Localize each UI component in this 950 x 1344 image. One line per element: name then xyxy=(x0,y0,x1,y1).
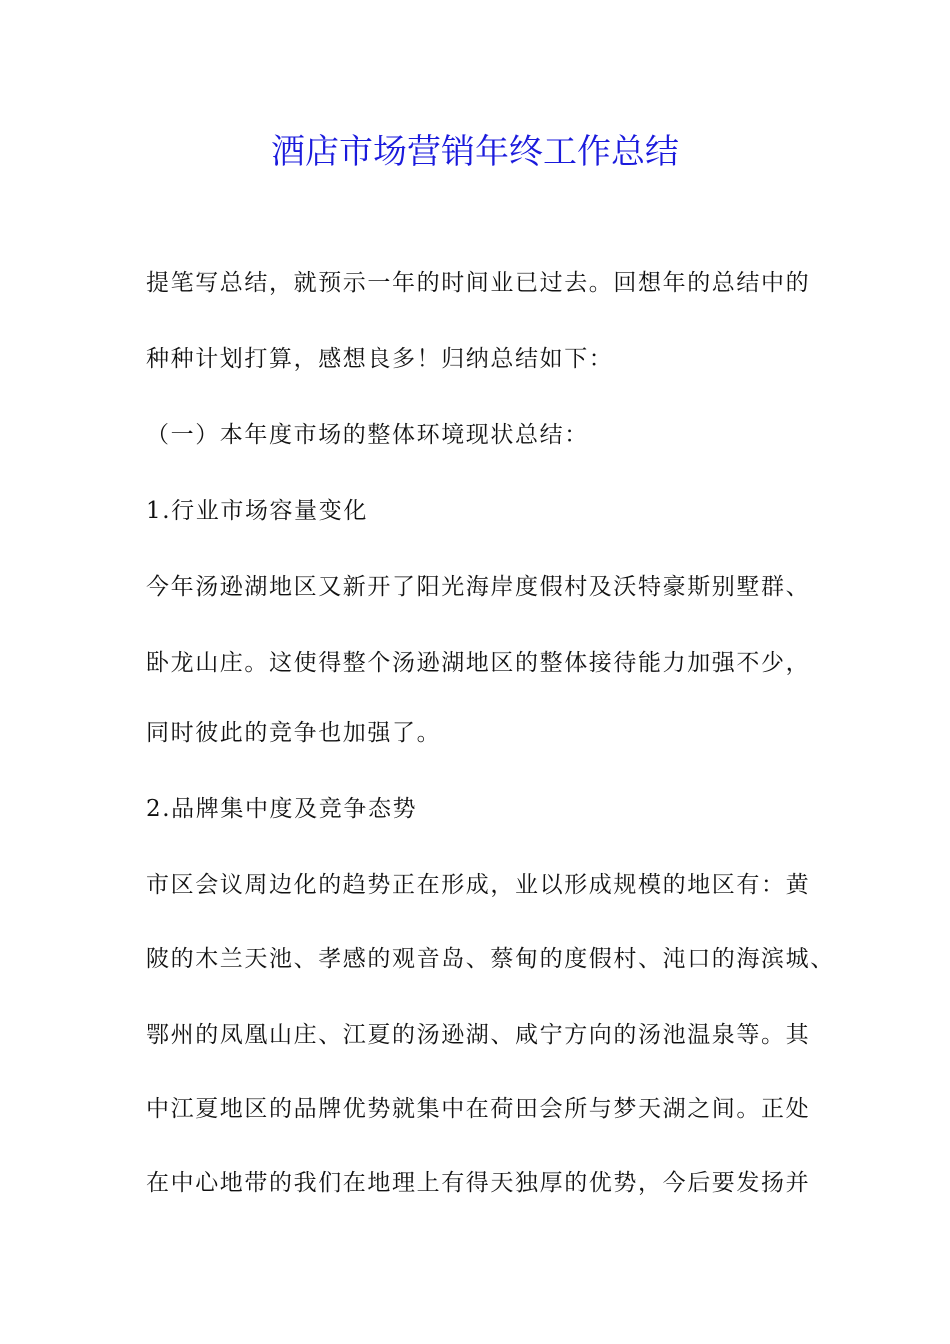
section-heading: （一）本年度市场的整体环境现状总结： xyxy=(146,422,589,448)
paragraph-line: 今年汤逊湖地区又新开了阳光海岸度假村及沃特豪斯别墅群、 xyxy=(146,574,811,600)
paragraph-line: 卧龙山庄。这使得整个汤逊湖地区的整体接待能力加强不少， xyxy=(146,650,811,676)
paragraph-line: 种种计划打算，感想良多！归纳总结如下： xyxy=(146,346,614,372)
document-title: 酒店市场营销年终工作总结 xyxy=(271,132,679,172)
paragraph-line: 市区会议周边化的趋势正在形成，业以形成规模的地区有：黄 xyxy=(146,872,811,898)
paragraph-line: 陂的木兰天池、孝感的观音岛、蔡甸的度假村、沌口的海滨城、 xyxy=(146,946,835,972)
subsection-heading: 1.行业市场容量变化 xyxy=(146,498,368,524)
paragraph-line: 提笔写总结，就预示一年的时间业已过去。回想年的总结中的 xyxy=(146,270,811,296)
paragraph-line: 鄂州的凤凰山庄、江夏的汤逊湖、咸宁方向的汤池温泉等。其 xyxy=(146,1022,811,1048)
subsection-heading: 2.品牌集中度及竞争态势 xyxy=(146,796,418,822)
paragraph-line: 中江夏地区的品牌优势就集中在荷田会所与梦天湖之间。正处 xyxy=(146,1096,811,1122)
paragraph-line: 同时彼此的竞争也加强了。 xyxy=(146,720,442,746)
paragraph-line: 在中心地带的我们在地理上有得天独厚的优势，今后要发扬并 xyxy=(146,1170,811,1196)
